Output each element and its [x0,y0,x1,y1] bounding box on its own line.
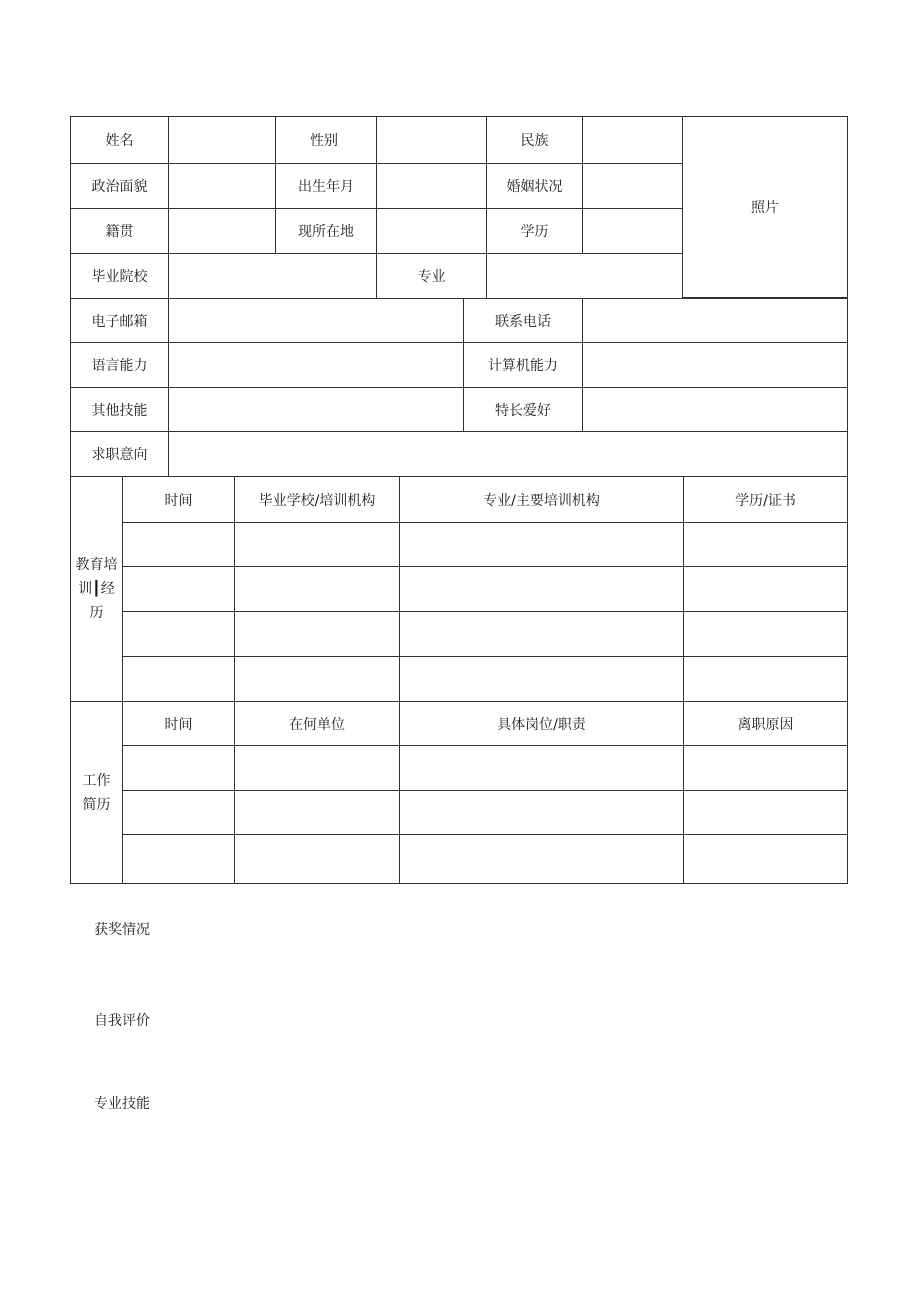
gender-input[interactable] [376,116,487,164]
work-cell[interactable] [683,834,848,884]
edu-header-degree: 学历/证书 [683,476,848,523]
work-title-line: 简历 [82,796,111,813]
edu-cell[interactable] [399,611,684,657]
language-input[interactable] [168,342,464,388]
education-input[interactable] [582,208,683,254]
school-input[interactable] [168,253,377,299]
name-input[interactable] [168,116,276,164]
education-section-title [70,476,123,702]
work-header-time: 时间 [122,701,235,746]
work-cell[interactable] [122,745,235,791]
work-section-title [70,701,123,884]
birth-label: 出生年月 [275,163,377,209]
edu-cell[interactable] [234,566,400,612]
awards-heading: 获奖情况 [94,922,150,938]
work-cell[interactable] [234,790,400,835]
edu-header-time: 时间 [122,476,235,523]
work-cell[interactable] [234,745,400,791]
skills-input[interactable] [168,387,464,432]
skills-label: 其他技能 [70,387,169,432]
work-cell[interactable] [234,834,400,884]
political-input[interactable] [168,163,276,209]
edu-cell[interactable] [683,611,848,657]
gender-label: 性别 [275,116,377,164]
major-label: 专业 [376,253,487,299]
edu-cell[interactable] [683,656,848,702]
email-label: 电子邮箱 [70,298,169,343]
photo-box[interactable]: 照片 [682,116,848,298]
birth-input[interactable] [376,163,487,209]
hobby-label: 特长爱好 [463,387,583,432]
education-label: 学历 [486,208,583,254]
edu-cell[interactable] [399,656,684,702]
education-title-line: 训┃经 [78,581,115,597]
edu-cell[interactable] [683,566,848,612]
native-label: 籍贯 [70,208,169,254]
intention-label: 求职意向 [70,431,169,477]
marital-input[interactable] [582,163,683,209]
edu-cell[interactable] [122,656,235,702]
edu-cell[interactable] [399,566,684,612]
education-title-line: 教育培 [75,557,118,573]
marital-label: 婚姻状况 [486,163,583,209]
work-title-line: 工作 [82,772,111,789]
intention-input[interactable] [168,431,848,477]
computer-input[interactable] [582,342,848,388]
work-header-employer: 在何单位 [234,701,400,746]
language-label: 语言能力 [70,342,169,388]
edu-cell[interactable] [234,656,400,702]
work-cell[interactable] [122,834,235,884]
edu-cell[interactable] [683,522,848,567]
edu-cell[interactable] [122,611,235,657]
professional-skills-heading: 专业技能 [94,1096,150,1112]
work-cell[interactable] [683,790,848,835]
edu-cell[interactable] [234,522,400,567]
major-input[interactable] [486,253,683,299]
edu-cell[interactable] [399,522,684,567]
ethnicity-input[interactable] [582,116,683,164]
resume-form-table [71,117,849,885]
edu-cell[interactable] [122,566,235,612]
hobby-input[interactable] [582,387,848,432]
name-label: 姓名 [70,116,169,164]
school-label: 毕业院校 [70,253,169,299]
residence-label: 现所在地 [275,208,377,254]
edu-header-major: 专业/主要培训机构 [399,476,684,523]
work-header-position: 具体岗位/职责 [399,701,684,746]
phone-label: 联系电话 [463,298,583,343]
edu-cell[interactable] [234,611,400,657]
phone-input[interactable] [582,298,848,343]
work-cell[interactable] [122,790,235,835]
work-cell[interactable] [399,745,684,791]
ethnicity-label: 民族 [486,116,583,164]
work-cell[interactable] [399,790,684,835]
edu-cell[interactable] [122,522,235,567]
education-title-line: 历 [89,605,104,621]
native-input[interactable] [168,208,276,254]
political-label: 政治面貌 [70,163,169,209]
email-input[interactable] [168,298,464,343]
edu-header-school: 毕业学校/培训机构 [234,476,400,523]
computer-label: 计算机能力 [463,342,583,388]
residence-input[interactable] [376,208,487,254]
self-evaluation-heading: 自我评价 [94,1013,150,1029]
work-cell[interactable] [399,834,684,884]
work-cell[interactable] [683,745,848,791]
work-header-leave-reason: 离职原因 [683,701,848,746]
